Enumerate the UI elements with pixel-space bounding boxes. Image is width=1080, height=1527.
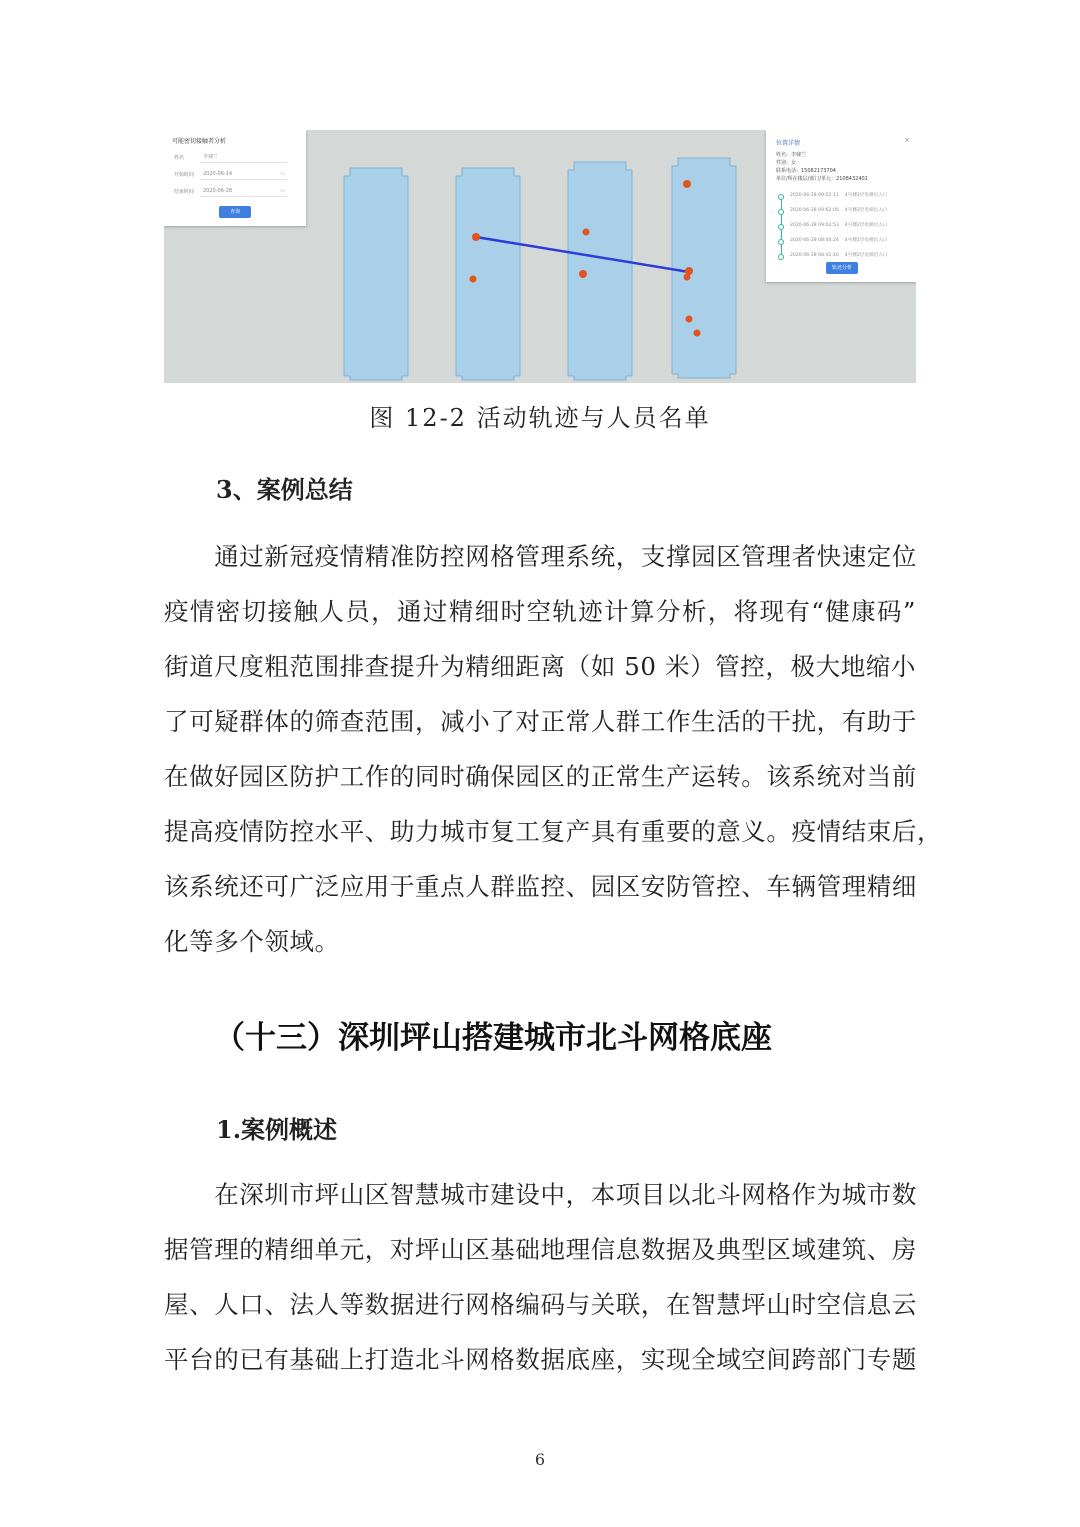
panel-title: 可能密切接触者分析 [172, 138, 227, 145]
paragraph-line: 在深圳市坪山区智慧城市建设中，本项目以北斗网格作为城市数 [164, 1180, 917, 1209]
location-dot [686, 316, 693, 323]
timeline-item: 2020-06-28 09:62:05 4号楼2层电梯出入口 [776, 207, 911, 222]
location-dot [579, 270, 587, 278]
calendar-icon: ▭ [280, 171, 285, 177]
person-gender: 性别：女 [776, 160, 797, 166]
location-dot [583, 229, 590, 236]
trajectory-figure [164, 130, 916, 383]
summary-paragraph [164, 529, 943, 969]
name-label: 姓名 [174, 155, 185, 161]
panel-title: 位置详情 [776, 140, 801, 147]
building-3 [568, 162, 632, 380]
contact-analysis-panel [164, 130, 306, 226]
paragraph-line: 疫情密切接触人员，通过精细时空轨迹计算分析，将现有“健康码” [164, 597, 916, 626]
subsection-heading: 1.案例概述 [216, 1115, 338, 1144]
paragraph-line: 提高疫情防控水平、助力城市复工复产具有重要的意义。疫情结束后， [164, 817, 943, 846]
end-date-value: 2020-06-28 [203, 188, 233, 194]
building-4 [672, 158, 736, 378]
query-button[interactable]: 查询 [219, 206, 251, 218]
paragraph-line: 屋、人口、法人等数据进行网格编码与关联，在智慧坪山时空信息云 [164, 1290, 917, 1319]
paragraph-line: 了可疑群体的筛查范围，减小了对正常人群工作生活的干扰，有助于 [164, 707, 917, 736]
paragraph-line: 通过新冠疫情精准防控网格管理系统，支撑园区管理者快速定位 [164, 542, 917, 571]
timeline-item: 2020-06-28 09:02:53 4号楼2层电梯出入口 [776, 222, 911, 237]
location-timeline [776, 192, 911, 267]
building-1 [344, 168, 408, 380]
paragraph-line: 据管理的精细单元，对坪山区基础地理信息数据及典型区域建筑、房 [164, 1235, 917, 1264]
calendar-icon: ▭ [280, 188, 285, 194]
person-phone: 联系电话：15082173704 [776, 168, 836, 174]
section-heading-summary: 3、案例总结 [216, 475, 353, 504]
location-dot [684, 274, 691, 281]
paragraph-line: 平台的已有基础上打造北斗网格数据底座，实现全域空间跨部门专题 [164, 1345, 917, 1374]
paragraph-line: 在做好园区防护工作的同时确保园区的正常生产运转。该系统对当前 [164, 762, 917, 791]
start-date-label: 开始时间 [174, 172, 195, 178]
name-input[interactable]: 李棣兰 [200, 152, 287, 163]
location-dot [683, 180, 691, 188]
paragraph-line: 街道尺度粗范围排查提升为精细距离（如 50 米）管控，极大地缩小 [164, 652, 916, 681]
end-date-row [164, 183, 306, 200]
location-dot [694, 330, 701, 337]
start-date-input[interactable] [200, 169, 287, 180]
close-icon[interactable]: × [904, 136, 910, 144]
building-2 [456, 168, 520, 380]
location-dot [472, 233, 480, 241]
page-number: 6 [534, 1450, 546, 1469]
figure-caption: 图 12-2 活动轨迹与人员名单 [369, 404, 711, 432]
start-date-value: 2020-06-14 [203, 171, 233, 177]
end-date-label: 结束时间 [174, 189, 195, 195]
paragraph-line: 化等多个领域。 [164, 927, 340, 956]
overview-paragraph [164, 1167, 916, 1387]
track-analysis-button[interactable]: 轨迹分析 [826, 262, 858, 274]
timeline-item: 2020-06-28 08:40:24 4号楼2层电梯出入口 [776, 237, 911, 252]
start-date-row [164, 166, 306, 183]
timeline-item: 2020-06-28 09:52:11 4号楼2层电梯出入口 [776, 192, 911, 207]
paragraph-line: 该系统还可广泛应用于重点人群监控、园区安防管控、车辆管理精细 [164, 872, 917, 901]
timeline-dot-icon [778, 254, 784, 260]
end-date-input[interactable] [200, 186, 287, 197]
name-row [164, 149, 306, 166]
chapter-heading: （十三）深圳坪山搭建城市北斗网格底座 [214, 1020, 772, 1056]
person-name: 姓名：李棣兰 [776, 152, 807, 158]
location-detail-panel [766, 130, 916, 282]
location-dot [470, 276, 477, 283]
person-unit: 单位/所在楼层/部门/单元：2108432401 [776, 176, 868, 182]
timeline-item: 2020-06-28 08:41:16 4号楼2层电梯出入口 [776, 252, 911, 267]
